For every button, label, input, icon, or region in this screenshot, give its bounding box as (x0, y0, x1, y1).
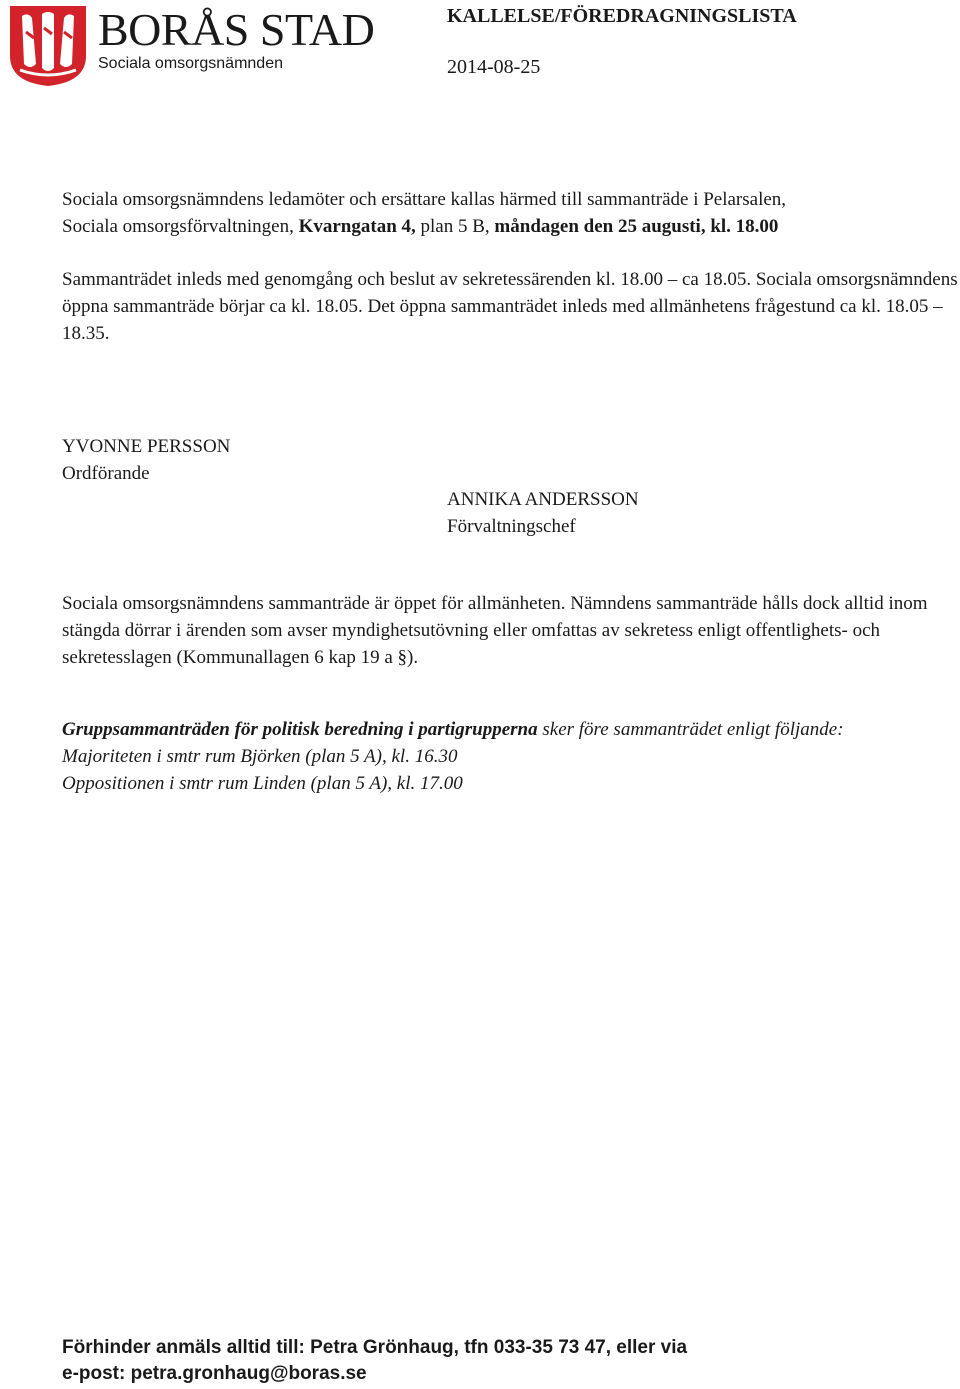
group-meetings-heading (62, 716, 922, 743)
signer-chair (62, 433, 230, 487)
document-type: KALLELSE/FÖREDRAGNINGSLISTA (447, 5, 797, 27)
footer-contact (62, 1335, 942, 1387)
meeting-address: Kvarngatan 4, (298, 216, 416, 237)
signer-head-name: ANNIKA ANDERSSON (447, 489, 639, 510)
intro-line-2 (62, 213, 958, 240)
document-date: 2014-08-25 (447, 56, 541, 78)
signer-head (447, 486, 639, 540)
signer-head-title: Förvaltningschef (447, 516, 576, 537)
signer-chair-title: Ordförande (62, 463, 150, 484)
meeting-datetime: måndagen den 25 augusti, kl. 18.00 (494, 216, 779, 237)
intro-line-2-prefix: Sociala omsorgsförvaltningen, (62, 216, 299, 237)
majority-meeting: Majoriteten i smtr rum Björken (plan 5 A), kl. 16.30 (62, 746, 458, 767)
group-meetings-heading-bold: Gruppsammanträden för politisk beredning i partigrupperna (62, 719, 538, 740)
boras-stad-logo (8, 4, 375, 90)
public-notice-paragraph: Sociala omsorgsnämndens sammanträde är öppet för allmänheten. Nämndens sammanträde hålls dock alltid inom stängda dörrar i ärenden som avser myndighetsutövning eller omfattas av sekretess enligt offentlighets- och sekretesslagen (Kommunallagen 6 kap 19 a §). (62, 593, 928, 668)
schedule-paragraph: Sammanträdet inleds med genomgång och beslut av sekretessärenden kl. 18.00 – ca 18.05. Sociala omsorgsnämndens öppna sammanträde börjar ca kl. 18.05. Det öppna sammanträdet inleds med allmänhetens frågestund ca kl. 18.05 – 18.35. (62, 269, 958, 344)
opposition-meeting: Oppositionen i smtr rum Linden (plan 5 A), kl. 17.00 (62, 773, 463, 794)
footer-line-2: e-post: petra.gronhaug@boras.se (62, 1363, 367, 1384)
intro-line-1: Sociala omsorgsnämndens ledamöter och ersättare kallas härmed till sammanträde i Pelarsalen, (62, 189, 787, 210)
logo-title: BORÅS STAD (98, 4, 375, 55)
signer-chair-name: YVONNE PERSSON (62, 436, 231, 457)
group-meetings-heading-rest: sker före sammanträdet enligt följande: (537, 719, 844, 740)
intro-paragraph (62, 186, 958, 240)
intro-line-2-mid: plan 5 B, (415, 216, 495, 237)
logo-subtitle: Sociala omsorgsnämnden (98, 55, 283, 72)
footer-line-1: Förhinder anmäls alltid till: Petra Grönhaug, tfn 033-35 73 47, eller via (62, 1337, 688, 1358)
group-meetings-section (62, 716, 922, 797)
boras-coat-of-arms-icon (8, 4, 88, 88)
